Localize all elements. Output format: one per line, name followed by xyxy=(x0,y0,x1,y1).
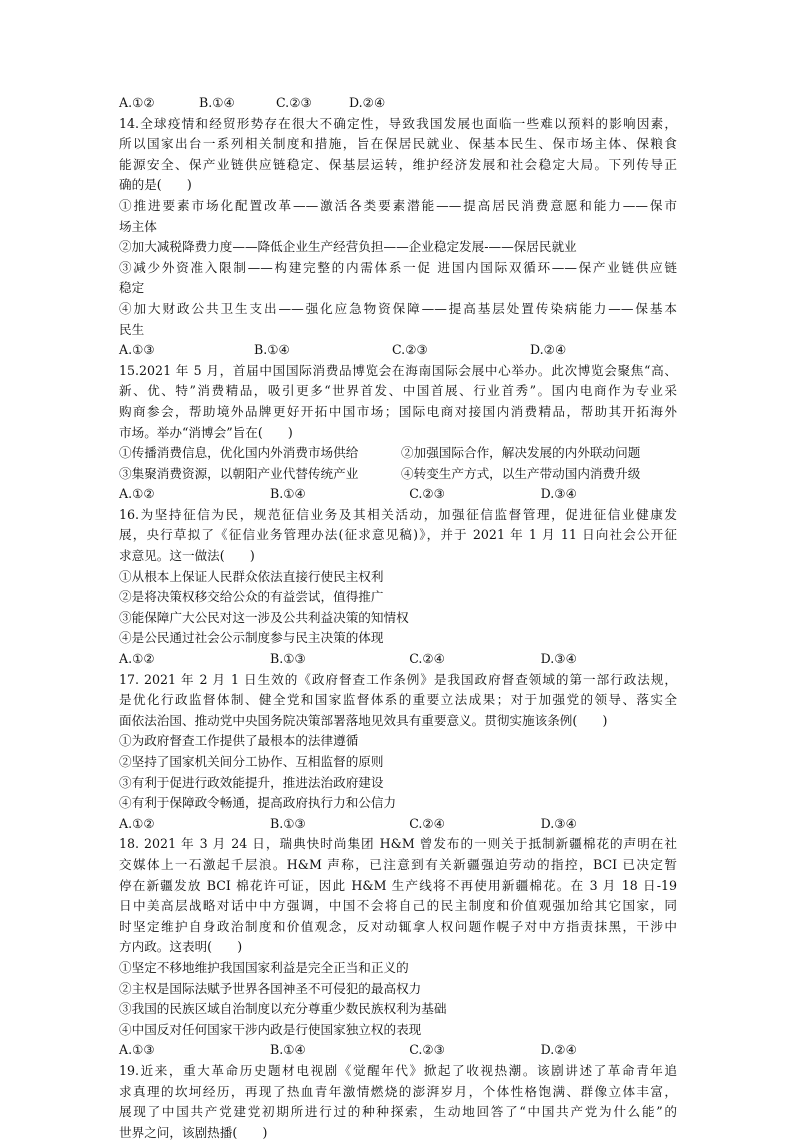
option-d: D.③④ xyxy=(540,651,577,667)
q16-item-4: ④是公民通过社会公示制度参与民主决策的体现 xyxy=(119,630,384,646)
q19-stem-line: 求真理的坎坷经历，再现了热血青年激情燃烧的澎湃岁月，个体性格饱满、群像立体丰富， xyxy=(119,1083,677,1099)
option-a: A.①③ xyxy=(119,342,155,358)
q19-stem-line: 世界之问，该剧热播( ) xyxy=(119,1124,268,1140)
question-19 xyxy=(119,1061,677,1143)
q14-item-4: ④加大财政公共卫生支出——强化应急物资保障——提高基层处置传染病能力——保基本 xyxy=(119,300,677,316)
option-c: C.②④ xyxy=(409,815,445,831)
q14-stem-line: 所以国家出台一系列相关制度和措施，旨在保居民就业、保基本民生、保市场主体、保粮食 xyxy=(119,136,677,152)
q15-stem-line: 新、优、特”消费精品，吸引更多“世界首发、中国首展、行业首秀”。国内电商作为专业采 xyxy=(119,383,677,399)
q18-stem-line: 交媒体上一石激起千层浪。H&M 声称，已注意到有关新疆强迫劳动的指控，BCI 已决定暂 xyxy=(119,856,677,872)
option-b: B.①④ xyxy=(269,1042,306,1058)
option-d: D.②④ xyxy=(349,95,386,110)
question-15 xyxy=(119,361,677,505)
q14-item-3-cont: 稳定 xyxy=(119,280,145,296)
q18-item-1: ①坚定不移地维护我国国家利益是完全正当和正义的 xyxy=(119,959,409,975)
q17-item-2: ②坚持了国家机关间分工协作、互相监督的原则 xyxy=(119,754,384,769)
question-17 xyxy=(119,670,677,835)
option-d: D.②④ xyxy=(540,1042,577,1058)
q18-item-2: ②主权是国际法赋予世界各国神圣不可侵犯的最高权力 xyxy=(119,980,422,996)
q15-item-4: ④转变生产方式，以生产带动国内消费升级 xyxy=(401,465,641,481)
option-a: A.①② xyxy=(119,486,155,502)
option-b: B.①④ xyxy=(269,486,306,502)
option-b: B.①④ xyxy=(254,342,290,358)
q15-options xyxy=(119,484,677,505)
q17-stem-line: 17. 2021 年 2 月 1 日生效的《政府督查工作条例》是我国政府督查领域的第一部行政法规， xyxy=(119,671,677,687)
question-14 xyxy=(119,114,677,361)
q15-items-row xyxy=(119,443,677,464)
option-c: C.②③ xyxy=(409,486,445,502)
q14-item-1: ①推进要素市场化配置改革——激活各类要素潜能——提高居民消费意愿和能力——保市 xyxy=(119,197,677,213)
q15-stem-line: 市场。举办“消博会”旨在( ) xyxy=(119,424,293,440)
q16-item-1: ①从根本上保证人民群众依法直接行使民主权利 xyxy=(119,568,384,584)
q18-stem-line: 时坚定维护自身政治制度和价值观念，反对动辄拿人权问题作幌子对中方指责抹黑，干涉中 xyxy=(119,918,677,934)
q17-stem-line: 是优化行政监督体制、健全党和国家监督体系的重要立法成果；对于加强党的领导、落实全 xyxy=(119,692,677,708)
q14-options xyxy=(119,340,677,361)
q18-item-3: ③我国的民族区域自治制度以充分尊重少数民族权利为基础 xyxy=(119,1001,447,1017)
q15-item-2: ②加强国际合作，解决发展的内外联动问题 xyxy=(401,445,641,461)
option-b: B.①③ xyxy=(269,651,306,667)
q18-options xyxy=(119,1040,677,1061)
q19-stem-line: 19.近来，重大革命历史题材电视剧《觉醒年代》掀起了收视热潮。该剧讲述了革命青年追 xyxy=(119,1062,677,1078)
q17-item-1: ①为政府督查工作提供了最根本的法律遵循 xyxy=(119,733,359,749)
q17-options xyxy=(119,814,677,835)
q14-stem-line: 能源安全、保产业链供应链稳定、保基层运转，维护经济发展和社会稳定大局。下列传导正 xyxy=(119,156,677,172)
q17-item-3: ③有利于促进行政效能提升，推进法治政府建设 xyxy=(119,774,384,790)
q18-stem-line: 停在新疆发放 BCI 棉花许可证，因此 H&M 生产线将不再使用新疆棉花。在 3 月 18 日-19 xyxy=(119,877,677,893)
q15-stem-line: 购商参会，帮助境外品牌更好开拓中国市场；国际电商对接国内消费精品，帮助其开拓海外 xyxy=(119,403,677,419)
q18-item-4: ④中国反对任何国家干涉内政是行使国家独立权的表现 xyxy=(119,1021,422,1037)
q17-item-4: ④有利于保障政令畅通，提高政府执行力和公信力 xyxy=(119,795,397,811)
q17-stem-line: 面依法治国、推动党中央国务院决策部署落地见效具有重要意义。贯彻实施该条例( ) xyxy=(119,712,608,728)
q16-stem-line: 展，央行草拟了《征信业务管理办法(征求意见稿)》，并于 2021 年 1 月 11 日向社会公开征 xyxy=(119,527,677,543)
q15-items-row xyxy=(119,464,677,485)
question-16 xyxy=(119,505,677,670)
option-c: C.②③ xyxy=(392,342,428,358)
q18-stem-line: 方内政。这表明( ) xyxy=(119,939,243,955)
q14-item-1-cont: 场主体 xyxy=(119,218,157,234)
q15-item-1: ①传播消费信息，优化国内外消费市场供给 xyxy=(119,445,359,461)
q14-item-4-cont: 民生 xyxy=(119,321,145,337)
option-b: B.①④ xyxy=(199,95,235,110)
q18-stem-line: 日中美高层战略对话中中方强调，中国不会将自己的民主制度和价值观强加给其它国家，同 xyxy=(119,898,677,914)
q16-options xyxy=(119,649,677,670)
q14-stem-line: 14.全球疫情和经贸形势存在很大不确定性，导致我国发展也面临一些难以预料的影响因素， xyxy=(119,115,677,131)
q19-stem-line: 展现了中国共产党建党初期所进行过的种种探索，生动地回答了“中国共产党为什么能”的 xyxy=(119,1104,677,1120)
q16-stem-line: 16.为坚持征信为民，规范征信业务及其相关活动，加强征信监督管理，促进征信业健康发 xyxy=(119,506,677,522)
option-b: B.①③ xyxy=(269,815,306,831)
q16-item-3: ③能保障广大公民对这一涉及公共利益决策的知情权 xyxy=(119,609,409,625)
q14-stem-line: 确的是( ) xyxy=(119,177,192,193)
q16-item-2: ②是将决策权移交给公众的有益尝试，值得推广 xyxy=(119,589,384,605)
q15-item-3: ③集聚消费资源，以朝阳产业代替传统产业 xyxy=(119,465,359,481)
option-d: D.③④ xyxy=(540,815,577,831)
option-d: D.③④ xyxy=(540,486,577,502)
option-c: C.②④ xyxy=(409,651,445,667)
option-a: A.①② xyxy=(119,95,155,110)
option-a: A.①② xyxy=(119,815,155,831)
option-c: C.②③ xyxy=(276,95,312,110)
q18-stem-line: 18. 2021 年 3 月 24 日，瑞典快时尚集团 H&M 曾发布的一则关于抵制新疆棉花的声明在社 xyxy=(119,836,677,852)
prev-question-options xyxy=(119,93,677,114)
exam-page xyxy=(119,93,677,1143)
option-a: A.①② xyxy=(119,651,155,667)
option-a: A.①③ xyxy=(119,1042,155,1058)
q14-item-3: ③减少外资准入限制——构建完整的内需体系一促 进国内国际双循环——保产业链供应链 xyxy=(119,259,677,275)
option-c: C.②③ xyxy=(409,1042,445,1058)
q16-stem-line: 求意见。这一做法( ) xyxy=(119,548,255,564)
q14-item-2: ②加大减税降费力度——降低企业生产经营负担——企业稳定发展-——保居民就业 xyxy=(119,239,577,255)
option-d: D.②④ xyxy=(530,342,567,358)
q15-stem-line: 15.2021 年 5 月，首届中国国际消费品博览会在海南国际会展中心举办。此次博览会聚焦“高、 xyxy=(119,362,677,378)
question-18 xyxy=(119,834,677,1061)
